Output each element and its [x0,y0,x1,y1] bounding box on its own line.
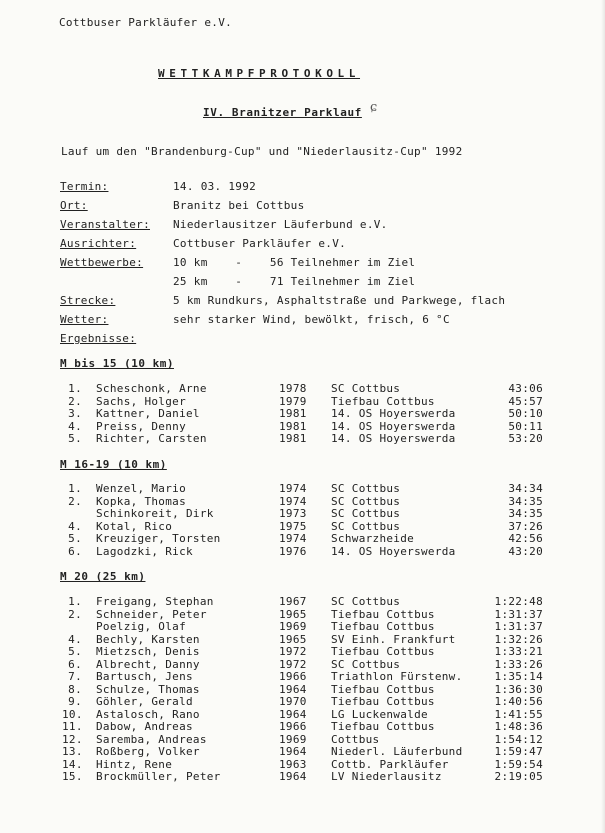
document-title: WETTKAMPFPROTOKOLL [158,67,361,80]
place-cell: 4. [68,519,82,533]
table-row [0,758,605,771]
wetter-value: sehr starker Wind, bewölkt, frisch, 6 °C [173,313,450,326]
table-row [0,520,605,533]
table-row [0,382,605,395]
table-row [0,407,605,420]
time-cell: 53:20 [508,432,543,445]
place-cell: 3. [68,407,82,420]
time-cell: 37:26 [508,519,543,533]
place-cell: 8. [68,682,82,696]
year-cell: 1966 [279,670,307,683]
termin-label: Termin: [60,180,109,193]
club-cell: SC Cottbus [331,382,401,395]
table-row [0,595,605,608]
club-cell: SV Einh. Frankfurt [331,632,456,646]
table-row [0,695,605,708]
name-cell: Dabow, Andreas [96,720,193,733]
club-cell: LV Niederlausitz [331,770,442,783]
place-cell: 4. [68,419,82,433]
table-row [0,670,605,683]
year-cell: 1969 [279,620,307,633]
name-cell: Richter, Carsten [96,432,207,445]
club-cell: Triathlon Fürstenw. [331,670,463,683]
name-cell: Schinkoreit, Dirk [96,507,214,520]
name-cell: Kreuziger, Torsten [96,532,221,545]
category-title: M 20 (25 km) [60,570,146,583]
name-cell: Kotal, Rico [96,519,173,533]
name-cell: Wenzel, Mario [96,482,186,495]
table-row [0,770,605,783]
club-cell: Tiefbau Cottbus [331,695,435,708]
ausrichter-label: Ausrichter: [60,237,137,250]
table-row [0,432,605,445]
wetter-label: Wetter: [60,313,109,326]
wettbewerbe-label: Wettbewerbe: [60,256,144,269]
club-cell: Cottbus [331,732,380,746]
year-cell: 1974 [279,532,307,545]
time-cell: 34:34 [508,482,543,495]
place-cell: 6. [68,544,82,558]
place-cell: 1. [68,482,82,495]
place-cell: 1. [68,382,82,395]
place-cell: 10. [62,707,83,721]
event-subtitle: IV. Branitzer Parklauf [203,106,362,119]
time-cell: 42:56 [508,532,543,545]
club-cell: Schwarzheide [331,532,415,545]
year-cell: 1964 [279,745,307,758]
year-cell: 1964 [279,682,307,696]
club-cell: Tiefbau Cottbus [331,620,435,633]
name-cell: Bechly, Karsten [96,632,200,646]
place-cell: 6. [68,657,82,671]
year-cell: 1967 [279,595,307,608]
place-cell: 11. [62,720,83,733]
year-cell: 1974 [279,482,307,495]
table-row [0,495,605,508]
name-cell: Kattner, Daniel [96,407,200,420]
time-cell: 50:11 [508,419,543,433]
time-cell: 34:35 [508,507,543,520]
club-cell: LG Luckenwalde [331,707,428,721]
table-row [0,395,605,408]
table-row [0,658,605,671]
intro-line: Lauf um den "Brandenburg-Cup" und "Niederlausitz-Cup" 1992 [61,145,463,158]
table-row [0,745,605,758]
place-cell: 5. [68,645,82,658]
place-cell: 1. [68,595,82,608]
place-cell: 14. [62,757,83,771]
name-cell: Brockmüller, Peter [96,770,221,783]
club-cell: SC Cottbus [331,482,401,495]
year-cell: 1969 [279,732,307,746]
table-row [0,620,605,633]
club-header: Cottbuser Parkläufer e.V. [59,16,233,29]
time-cell: 1:33:21 [494,645,543,658]
club-cell: Tiefbau Cottbus [331,607,435,621]
club-cell: 14. OS Hoyerswerda [331,407,456,420]
year-cell: 1965 [279,607,307,621]
club-cell: Tiefbau Cottbus [331,645,435,658]
table-row [0,633,605,646]
time-cell: 1:40:56 [494,695,543,708]
time-cell: 1:48:36 [494,720,543,733]
wettbewerbe-value-10km: 10 km - 56 Teilnehmer im Ziel [173,256,416,269]
place-cell: 15. [62,770,83,783]
time-cell: 1:36:30 [494,682,543,696]
name-cell: Schneider, Peter [96,607,207,621]
table-row [0,482,605,495]
club-cell: SC Cottbus [331,494,401,508]
name-cell: Freigang, Stephan [96,595,214,608]
pen-mark-icon: ɕ [370,100,378,115]
year-cell: 1972 [279,645,307,658]
strecke-value: 5 km Rundkurs, Asphaltstraße und Parkwege, flach [173,294,506,307]
name-cell: Scheschonk, Arne [96,382,207,395]
year-cell: 1966 [279,720,307,733]
name-cell: Bartusch, Jens [96,670,193,683]
name-cell: Hintz, Rene [96,757,173,771]
time-cell: 1:59:54 [494,757,543,771]
year-cell: 1981 [279,432,307,445]
place-cell: 5. [68,432,82,445]
club-cell: Tiefbau Cottbus [331,682,435,696]
time-cell: 34:35 [508,494,543,508]
time-cell: 1:59:47 [494,745,543,758]
year-cell: 1981 [279,419,307,433]
name-cell: Schulze, Thomas [96,682,200,696]
table-row [0,420,605,433]
year-cell: 1964 [279,707,307,721]
category-title: M 16-19 (10 km) [60,458,167,471]
time-cell: 43:20 [508,544,543,558]
time-cell: 1:54:12 [494,732,543,746]
year-cell: 1963 [279,757,307,771]
club-cell: SC Cottbus [331,657,401,671]
veranstalter-label: Veranstalter: [60,218,150,231]
time-cell: 1:31:37 [494,620,543,633]
year-cell: 1978 [279,382,307,395]
time-cell: 1:22:48 [494,595,543,608]
club-cell: 14. OS Hoyerswerda [331,432,456,445]
table-row [0,733,605,746]
club-cell: SC Cottbus [331,595,401,608]
club-cell: 14. OS Hoyerswerda [331,544,456,558]
table-row [0,608,605,621]
year-cell: 1981 [279,407,307,420]
table-row [0,645,605,658]
wettbewerbe-value-25km: 25 km - 71 Teilnehmer im Ziel [173,275,416,288]
time-cell: 1:41:55 [494,707,543,721]
time-cell: 50:10 [508,407,543,420]
club-cell: Cottb. Parkläufer [331,757,449,771]
year-cell: 1964 [279,770,307,783]
table-row [0,683,605,696]
ort-label: Ort: [60,199,88,212]
ausrichter-value: Cottbuser Parkläufer e.V. [173,237,347,250]
category-title: M bis 15 (10 km) [60,357,174,370]
time-cell: 2:19:05 [494,770,543,783]
table-row [0,720,605,733]
place-cell: 4. [68,632,82,646]
time-cell: 43:06 [508,382,543,395]
time-cell: 1:35:14 [494,670,543,683]
name-cell: Preiss, Denny [96,419,186,433]
name-cell: Albrecht, Danny [96,657,200,671]
ort-value: Branitz bei Cottbus [173,199,305,212]
name-cell: Lagodzki, Rick [96,544,193,558]
club-cell: SC Cottbus [331,519,401,533]
year-cell: 1972 [279,657,307,671]
table-row [0,532,605,545]
year-cell: 1979 [279,394,307,408]
place-cell: 9. [68,695,82,708]
club-cell: Tiefbau Cottbus [331,394,435,408]
place-cell: 2. [68,494,82,508]
time-cell: 1:31:37 [494,607,543,621]
name-cell: Göhler, Gerald [96,695,193,708]
club-cell: 14. OS Hoyerswerda [331,419,456,433]
club-cell: Tiefbau Cottbus [331,720,435,733]
ergebnisse-label: Ergebnisse: [60,332,137,345]
club-cell: SC Cottbus [331,507,401,520]
time-cell: 45:57 [508,394,543,408]
place-cell: 5. [68,532,82,545]
name-cell: Astalosch, Rano [96,707,200,721]
place-cell: 12. [62,732,83,746]
name-cell: Roßberg, Volker [96,745,200,758]
place-cell: 2. [68,394,82,408]
name-cell: Sachs, Holger [96,394,186,408]
time-cell: 1:33:26 [494,657,543,671]
table-row [0,545,605,558]
year-cell: 1973 [279,507,307,520]
place-cell: 2. [68,607,82,621]
year-cell: 1976 [279,544,307,558]
year-cell: 1965 [279,632,307,646]
termin-value: 14. 03. 1992 [173,180,257,193]
table-row [0,507,605,520]
name-cell: Saremba, Andreas [96,732,207,746]
club-cell: Niederl. Läuferbund [331,745,463,758]
year-cell: 1970 [279,695,307,708]
name-cell: Poelzig, Olaf [96,620,186,633]
name-cell: Kopka, Thomas [96,494,186,508]
name-cell: Mietzsch, Denis [96,645,200,658]
strecke-label: Strecke: [60,294,116,307]
place-cell: 7. [68,670,82,683]
place-cell: 13. [62,745,83,758]
year-cell: 1975 [279,519,307,533]
veranstalter-value: Niederlausitzer Läuferbund e.V. [173,218,388,231]
table-row [0,708,605,721]
time-cell: 1:32:26 [494,632,543,646]
year-cell: 1974 [279,494,307,508]
